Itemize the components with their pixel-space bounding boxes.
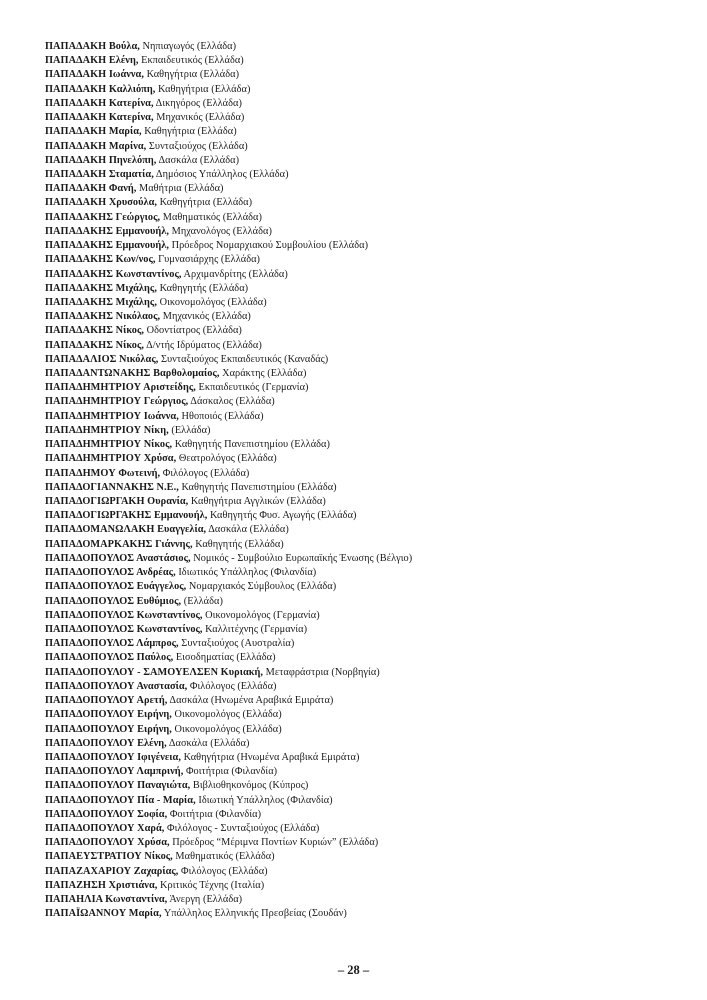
entry-description: Εκπαιδευτικός (Ελλάδα) <box>138 55 244 67</box>
list-item <box>45 907 685 921</box>
entry-name: ΠΑΠΑΔΟΠΟΥΛΟΥ Αρετή, <box>45 695 168 707</box>
list-item <box>45 140 685 154</box>
entry-description: Δασκάλα (Ελλάδα) <box>166 737 250 749</box>
list-item <box>45 211 685 225</box>
entry-description: Φοιτήτρια (Φιλανδία) <box>167 808 262 820</box>
list-item <box>45 779 685 793</box>
entry-name: ΠΑΠΑΔΟΠΟΥΛΟΥ Λαμπρινή, <box>45 766 184 778</box>
entry-name: ΠΑΠΑΔΗΜΗΤΡΙΟΥ Νίκος, <box>45 439 173 451</box>
list-item <box>45 637 685 651</box>
entry-name: ΠΑΠΑΔΟΓΙΩΡΓΑΚΗ Ουρανία, <box>45 496 189 507</box>
entry-description: Φιλόλογος (Ελλάδα) <box>160 467 250 479</box>
list-item <box>45 239 685 253</box>
entry-description: Πρόεδρος “Μέριμνα Ποντίων Κυριών” (Ελλάδα) <box>169 837 379 849</box>
entry-name: ΠΑΠΑΔΟΜΑΝΩΛΑΚΗ Ευαγγελία, <box>45 524 207 536</box>
entry-name: ΠΑΠΑΔΗΜΗΤΡΙΟΥ Ιωάννα, <box>45 410 179 422</box>
list-item <box>45 97 685 111</box>
list-item <box>45 850 685 864</box>
entry-name: ΠΑΠΑΔΟΠΟΥΛΟΣ Κωνσταντίνος, <box>45 623 203 635</box>
list-item <box>45 723 685 737</box>
list-item <box>45 154 685 168</box>
list-item <box>45 623 685 637</box>
entry-name: ΠΑΠΑΔΑΚΗ Ιωάννα, <box>45 69 144 81</box>
entry-name: ΠΑΠΑΔΟΜΑΡΚΑΚΗΣ Γιάννης, <box>45 538 193 550</box>
list-item <box>45 566 685 580</box>
page-number: – 28 – <box>337 963 370 977</box>
entry-description: Καλλιτέχνης (Γερμανία) <box>202 623 308 635</box>
entry-description: Καθηγητής Πανεπιστημίου (Ελλάδα) <box>172 439 330 451</box>
entry-description: Κριτικός Τέχνης (Ιταλία) <box>157 879 265 891</box>
entry-description: Καθηγητής Φυσ. Αγωγής (Ελλάδα) <box>207 510 357 522</box>
entry-name: ΠΑΠΑΔΟΠΟΥΛΟΥ Ιφιγένεια, <box>45 751 181 763</box>
list-item <box>45 125 685 139</box>
entry-name: ΠΑΠΑΔΟΠΟΥΛΟΥ Σοφία, <box>45 808 168 820</box>
list-item <box>45 481 685 495</box>
list-item <box>45 339 685 353</box>
entry-name: ΠΑΠΑΔΑΚΗΣ Εμμανουήλ, <box>45 225 169 237</box>
entry-description: Αρχιμανδρίτης (Ελλάδα) <box>181 268 288 280</box>
entry-name: ΠΑΠΑΔΑΝΤΩΝΑΚΗΣ Βαρθολομαίος, <box>45 368 220 380</box>
list-item <box>45 40 685 54</box>
list-item <box>45 836 685 850</box>
entry-description: Καθηγήτρια (Ελλάδα) <box>143 69 240 81</box>
list-item <box>45 737 685 751</box>
entry-name: ΠΑΠΑΔΟΠΟΥΛΟΣ Ευάγγελος, <box>45 581 187 593</box>
entry-description: Υπάλληλος Ελληνικής Πρεσβείας (Σουδάν) <box>161 908 347 920</box>
entry-name: ΠΑΠΑΔΑΚΗ Καλλιόπη, <box>45 83 156 95</box>
entry-name: ΠΑΠΑΔΟΠΟΥΛΟΥ Ειρήνη, <box>45 723 172 735</box>
entry-name: ΠΑΠΑΕΥΣΤΡΑΤΙΟΥ Νίκος, <box>45 851 173 863</box>
entry-name: ΠΑΠΑΔΑΚΗΣ Νίκος, <box>45 325 145 337</box>
list-item <box>45 552 685 566</box>
list-item <box>45 381 685 395</box>
entry-description: Ηθοποιός (Ελλάδα) <box>178 410 264 422</box>
entry-name: ΠΑΠΑΔΑΚΗ Κατερίνα, <box>45 112 154 124</box>
entry-name: ΠΑΠΑΔΗΜΗΤΡΙΟΥ Γεώργιος, <box>45 396 189 408</box>
entry-name: ΠΑΠΑΔΑΚΗ Φανή, <box>45 183 137 195</box>
entry-name: ΠΑΠΑΔΑΛΙΟΣ Νικόλας, <box>45 353 159 365</box>
list-item <box>45 324 685 338</box>
entry-name: ΠΑΠΑΔΟΓΙΩΡΓΑΚΗΣ Εμμανουήλ, <box>45 510 208 522</box>
list-item <box>45 765 685 779</box>
entry-description: Νομικός - Συμβούλιο Ευρωπαϊκής Ένωσης (Βέλγιο) <box>190 552 413 564</box>
list-item <box>45 595 685 609</box>
entry-description: Μαθηματικός (Ελλάδα) <box>172 851 275 863</box>
entry-description: Ιδιωτική Υπάλληλος (Φιλανδία) <box>195 794 333 806</box>
entry-description: Δ/ντής Ιδρύματος (Ελλάδα) <box>144 339 262 351</box>
entry-name: ΠΑΠΑΔΟΠΟΥΛΟΥ Χαρά, <box>45 823 165 835</box>
entry-description: Θεατρολόγος (Ελλάδα) <box>176 453 277 465</box>
entry-description: Καθηγητής Πανεπιστημίου (Ελλάδα) <box>178 481 337 493</box>
entry-description: Βιβλιοθηκονόμος (Κύπρος) <box>190 780 309 792</box>
list-item <box>45 523 685 537</box>
list-item <box>45 253 685 267</box>
list-item <box>45 68 685 82</box>
entry-description: Πρόεδρος Νομαρχιακού Συμβουλίου (Ελλάδα) <box>168 240 369 252</box>
entry-description: Άνεργη (Ελλάδα) <box>167 894 243 906</box>
entry-name: ΠΑΠΑΔΟΠΟΥΛΟΣ Κωνσταντίνος, <box>45 609 203 621</box>
entry-name: ΠΑΠΑΪΩΑΝΝΟΥ Μαρία, <box>45 908 162 920</box>
entry-description: Καθηγήτρια (Ελλάδα) <box>141 126 237 138</box>
list-item <box>45 111 685 125</box>
list-item <box>45 225 685 239</box>
entry-name: ΠΑΠΑΔΟΓΙΑΝΝΑΚΗΣ Ν.Ε., <box>45 481 179 493</box>
entry-name: ΠΑΠΑΔΗΜΗΤΡΙΟΥ Νίκη, <box>45 424 169 436</box>
entry-description: (Ελλάδα) <box>181 595 223 607</box>
entry-description: Ιδιωτικός Υπάλληλος (Φιλανδία) <box>175 567 317 579</box>
list-item <box>45 609 685 623</box>
list-item <box>45 694 685 708</box>
entry-description: Καθηγήτρια (Ελλάδα) <box>155 83 251 95</box>
list-item <box>45 282 685 296</box>
entry-name: ΠΑΠΑΔΟΠΟΥΛΟΥ Ειρήνη, <box>45 709 172 721</box>
entry-name: ΠΑΠΑΔΟΠΟΥΛΟΥ Πία - Μαρία, <box>45 794 196 806</box>
entry-description: Φοιτήτρια (Φιλανδία) <box>183 766 278 778</box>
entry-description: Γυμνασιάρχης (Ελλάδα) <box>155 254 261 266</box>
list-item <box>45 168 685 182</box>
entry-name: ΠΑΠΑΔΟΠΟΥΛΟΣ Αναστάσιος, <box>45 552 191 564</box>
entry-description: Μαθήτρια (Ελλάδα) <box>136 183 224 195</box>
entry-description: Νομαρχιακός Σύμβουλος (Ελλάδα) <box>186 581 337 593</box>
list-item <box>45 666 685 680</box>
entry-name: ΠΑΠΑΔΑΚΗΣ Νίκος, <box>45 339 145 351</box>
list-item <box>45 438 685 452</box>
entry-name: ΠΑΠΑΔΑΚΗΣ Μιχάλης, <box>45 282 157 294</box>
list-item <box>45 196 685 210</box>
list-item <box>45 268 685 282</box>
entry-description: Φιλόλογος (Ελλάδα) <box>187 680 277 692</box>
list-item <box>45 296 685 310</box>
entry-name: ΠΑΠΑΔΑΚΗ Μαρίνα, <box>45 140 147 152</box>
entry-name: ΠΑΠΑΔΑΚΗ Σταματία, <box>45 168 154 180</box>
entry-description: Συνταξιούχος (Αυστραλία) <box>178 638 295 650</box>
entry-name: ΠΑΠΑΔΑΚΗΣ Γεώργιος, <box>45 211 161 223</box>
entry-description: Δασκάλα (Ελλάδα) <box>156 154 240 166</box>
entry-description: Συνταξιούχος Εκπαιδευτικός (Καναδάς) <box>158 353 329 365</box>
entry-description: Χαράκτης (Ελλάδα) <box>219 368 307 380</box>
entry-name: ΠΑΠΑΔΑΚΗΣ Εμμανουήλ, <box>45 240 169 252</box>
entry-name: ΠΑΠΑΔΗΜΗΤΡΙΟΥ Χρύσα, <box>45 453 177 465</box>
entry-description: Μαθηματικός (Ελλάδα) <box>160 211 262 223</box>
list-item <box>45 353 685 367</box>
entry-name: ΠΑΠΑΔΗΜΟΥ Φωτεινή, <box>45 467 161 479</box>
list-item <box>45 83 685 97</box>
entry-name: ΠΑΠΑΔΑΚΗΣ Μιχάλης, <box>45 296 157 308</box>
entry-description: Φιλόλογος (Ελλάδα) <box>178 865 268 877</box>
entry-description: Καθηγητής (Ελλάδα) <box>156 282 249 294</box>
list-item <box>45 808 685 822</box>
entry-description: Δημόσιος Υπάλληλος (Ελλάδα) <box>153 168 289 180</box>
entry-name: ΠΑΠΑΗΛΙΑ Κωνσταντίνα, <box>45 894 168 906</box>
entry-name: ΠΑΠΑΔΟΠΟΥΛΟΣ Λάμπρος, <box>45 638 179 650</box>
entry-name: ΠΑΠΑΔΟΠΟΥΛΟΥ Χρύσα, <box>45 837 170 849</box>
list-item <box>45 794 685 808</box>
list-item <box>45 865 685 879</box>
entry-description: Οικονομολόγος (Ελλάδα) <box>171 723 282 735</box>
entry-description: Μηχανικός (Ελλάδα) <box>153 112 245 124</box>
list-item <box>45 395 685 409</box>
entry-name: ΠΑΠΑΔΑΚΗ Ελένη, <box>45 55 139 67</box>
entry-description: Εκπαιδευτικός (Γερμανία) <box>195 382 309 394</box>
entry-description: Εισοδηματίας (Ελλάδα) <box>173 652 276 664</box>
entry-name: ΠΑΠΑΔΟΠΟΥΛΟΥ - ΣΑΜΟΥΕΛΣΕΝ Κυριακή, <box>45 666 264 678</box>
entry-description: Δικηγόρος (Ελλάδα) <box>153 97 242 109</box>
entry-description: Καθηγήτρια Αγγλικών (Ελλάδα) <box>188 496 326 507</box>
entry-name: ΠΑΠΑΔΑΚΗΣ Νικόλαος, <box>45 311 161 323</box>
entry-description: Νηπιαγωγός (Ελλάδα) <box>139 41 237 52</box>
entry-name: ΠΑΠΑΔΗΜΗΤΡΙΟΥ Αριστείδης, <box>45 382 196 394</box>
list-item <box>45 182 685 196</box>
name-list <box>45 40 685 922</box>
list-item <box>45 751 685 765</box>
list-item <box>45 879 685 893</box>
list-item <box>45 680 685 694</box>
entry-name: ΠΑΠΑΖΗΣΗ Χριστιάνα, <box>45 879 158 891</box>
entry-description: Δάσκαλος (Ελλάδα) <box>188 396 275 408</box>
entry-description: Οικονομολόγος (Ελλάδα) <box>156 296 267 308</box>
entry-description: Οικονομολόγος (Γερμανία) <box>202 609 320 621</box>
list-item <box>45 708 685 722</box>
entry-name: ΠΑΠΑΔΟΠΟΥΛΟΥ Αναστασία, <box>45 680 188 692</box>
entry-description: Μηχανικός (Ελλάδα) <box>160 311 251 323</box>
entry-name: ΠΑΠΑΔΟΠΟΥΛΟΣ Ανδρέας, <box>45 567 176 579</box>
list-item <box>45 538 685 552</box>
entry-description: Οδοντίατρος (Ελλάδα) <box>144 325 242 337</box>
entry-description: Φιλόλογος - Συνταξιούχος (Ελλάδα) <box>164 823 320 835</box>
list-item <box>45 410 685 424</box>
entry-description: Δασκάλα (Ελλάδα) <box>206 524 289 536</box>
entry-description: Οικονομολόγος (Ελλάδα) <box>171 709 282 721</box>
entry-name: ΠΑΠΑΔΟΠΟΥΛΟΣ Παύλος, <box>45 652 174 664</box>
entry-description: Μηχανολόγος (Ελλάδα) <box>168 225 272 237</box>
entry-description: Καθηγήτρια (Ελλάδα) <box>157 197 253 209</box>
entry-name: ΠΑΠΑΔΟΠΟΥΛΟΥ Ελένη, <box>45 737 167 749</box>
list-item <box>45 467 685 481</box>
entry-description: Μεταφράστρια (Νορβηγία) <box>263 666 380 678</box>
entry-name: ΠΑΠΑΔΑΚΗ Κατερίνα, <box>45 97 154 109</box>
entry-name: ΠΑΠΑΔΑΚΗ Χρυσούλα, <box>45 197 158 209</box>
entry-name: ΠΑΠΑΔΟΠΟΥΛΟΥ Παναγιώτα, <box>45 780 191 792</box>
entry-description: Συνταξιούχος (Ελλάδα) <box>146 140 248 152</box>
list-item <box>45 495 685 509</box>
list-item <box>45 54 685 68</box>
list-item <box>45 367 685 381</box>
entry-name: ΠΑΠΑΖΑΧΑΡΙΟΥ Ζαχαρίας, <box>45 865 179 877</box>
entry-name: ΠΑΠΑΔΑΚΗΣ Κων/νος, <box>45 254 156 266</box>
list-item <box>45 424 685 438</box>
list-item <box>45 651 685 665</box>
entry-name: ΠΑΠΑΔΑΚΗΣ Κωνσταντίνος, <box>45 268 182 280</box>
list-item <box>45 452 685 466</box>
entry-description: Καθηγήτρια (Ηνωμένα Αραβικά Εμιράτα) <box>180 751 360 763</box>
list-item <box>45 893 685 907</box>
entry-name: ΠΑΠΑΔΟΠΟΥΛΟΣ Ευθύμιος, <box>45 595 182 607</box>
entry-name: ΠΑΠΑΔΑΚΗ Βούλα, <box>45 41 140 52</box>
list-item <box>45 580 685 594</box>
list-item <box>45 310 685 324</box>
entry-description: Καθηγητής (Ελλάδα) <box>192 538 284 550</box>
list-item <box>45 509 685 523</box>
entry-name: ΠΑΠΑΔΑΚΗ Πηνελόπη, <box>45 154 157 166</box>
entry-description: (Ελλάδα) <box>168 424 211 436</box>
entry-name: ΠΑΠΑΔΑΚΗ Μαρία, <box>45 126 142 138</box>
list-item <box>45 822 685 836</box>
entry-description: Δασκάλα (Ηνωμένα Αραβικά Εμιράτα) <box>167 695 334 707</box>
